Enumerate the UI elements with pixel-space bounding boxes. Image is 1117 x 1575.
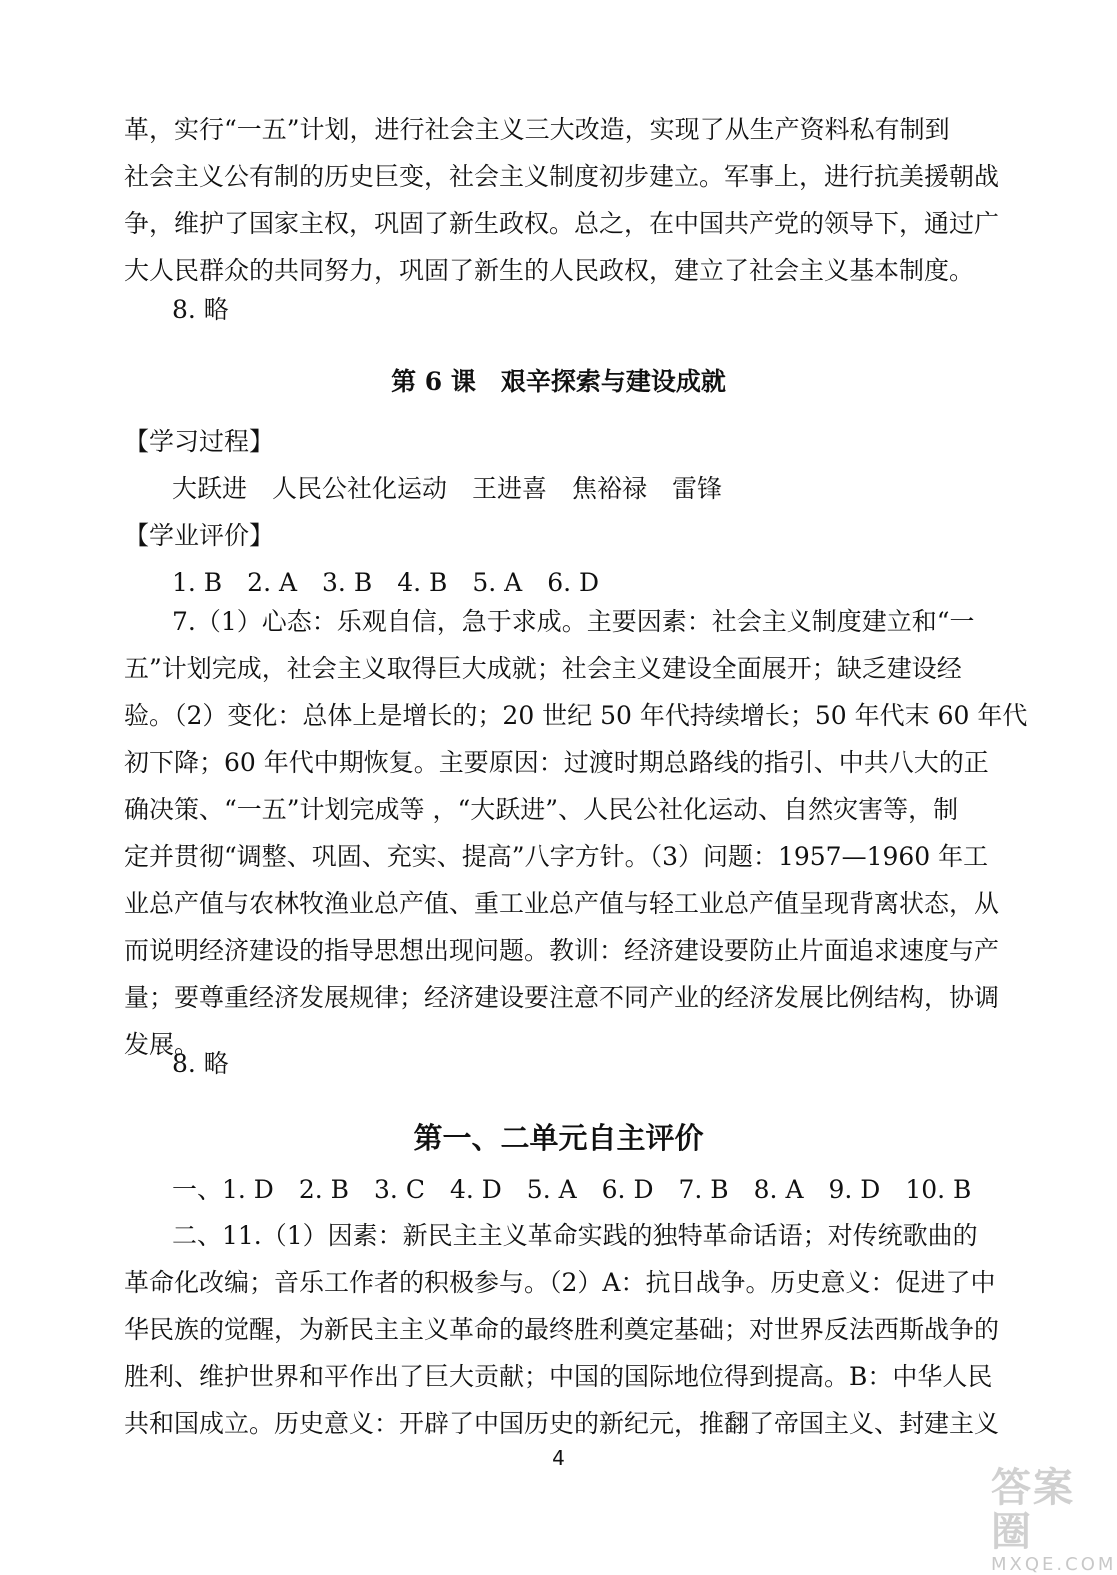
section-learning-label: 【学习过程】	[124, 427, 275, 456]
text-line: 华民族的觉醒，为新民主主义革命的最终胜利奠定基础；对世界反法西斯战争的	[124, 1315, 1000, 1344]
section-eval	[124, 512, 994, 606]
text-line: 争，维护了国家主权，巩固了新生政权。总之，在中国共产党的领导下，通过广	[124, 209, 1000, 238]
learning-keywords: 大跃进 人民公社化运动 王进喜 焦裕禄 雷锋	[172, 474, 723, 503]
text-line: 量；要尊重经济发展规律；经济建设要注意不同产业的经济发展比例结构，协调	[124, 983, 1000, 1012]
text-line: 共和国成立。历史意义：开辟了中国历史的新纪元，推翻了帝国主义、封建主义	[124, 1409, 1000, 1438]
question-7	[124, 598, 1028, 1068]
text-line: 验。（2）变化：总体上是增长的；20 世纪 50 年代持续增长；50 年代末 60 年代	[124, 701, 1028, 730]
watermark-mark: 答案圈	[991, 1465, 1075, 1555]
text-line: 五”计划完成，社会主义取得巨大成就；社会主义建设全面展开；缺乏建设经	[124, 654, 962, 683]
watermark-url: MXQE.COM	[991, 1554, 1117, 1575]
paragraph-top	[124, 106, 1000, 294]
unit-title: 第一、二单元自主评价	[413, 1121, 704, 1155]
text-line: 胜利、维护世界和平作出了巨大贡献；中国的国际地位得到提高。B：中华人民	[124, 1362, 993, 1391]
unit-answers-line: 一、1. D 2. B 3. C 4. D 5. A 6. D 7. B 8. A 9. D 10. B	[172, 1175, 972, 1204]
text-line: 定并贯彻“调整、巩固、充实、提高”八字方针。（3）问题：1957—1960 年工	[124, 842, 989, 871]
text-line: 而说明经济建设的指导思想出现问题。教训：经济建设要防止片面追求速度与产	[124, 936, 1000, 965]
text-line: 7.（1）心态：乐观自信，急于求成。主要因素：社会主义制度建立和“一	[172, 607, 975, 636]
watermark	[991, 1465, 1117, 1575]
page-number: 4	[552, 1446, 565, 1470]
answers-choice-line: 1. B 2. A 3. B 4. B 5. A 6. D	[172, 568, 600, 597]
section-learning	[124, 418, 994, 512]
text-line: 确决策、“一五”计划完成等 ，“大跃进”、人民公社化运动、自然灾害等，制	[124, 795, 959, 824]
question-7-text	[124, 598, 1028, 1068]
item-8-first-text: 8. 略	[172, 295, 229, 324]
text-line: 业总产值与农林牧渔业总产值、重工业总产值与轻工业总产值呈现背离状态，从	[124, 889, 1000, 918]
section-eval-label: 【学业评价】	[124, 521, 275, 550]
item-8-first	[124, 286, 994, 333]
text-line: 革，实行“一五”计划，进行社会主义三大改造，实现了从生产资料私有制到	[124, 115, 950, 144]
text-line: 社会主义公有制的历史巨变，社会主义制度初步建立。军事上，进行抗美援朝战	[124, 162, 1000, 191]
question-11	[124, 1212, 1000, 1447]
text-line: 革命化改编；音乐工作者的积极参与。（2）A：抗日战争。历史意义：促进了中	[124, 1268, 996, 1297]
text-line: 发展。	[124, 1030, 200, 1059]
item-8-second	[124, 1040, 994, 1087]
paragraph-top-text	[124, 106, 1000, 294]
text-line: 二、11.（1）因素：新民主主义革命实践的独特革命话语；对传统歌曲的	[172, 1221, 978, 1250]
lesson-title: 第 6 课 艰辛探索与建设成就	[391, 367, 726, 396]
text-line: 初下降；60 年代中期恢复。主要原因：过渡时期总路线的指引、中共八大的正	[124, 748, 989, 777]
question-11-text	[124, 1212, 1000, 1447]
text-line: 大人民群众的共同努力，巩固了新生的人民政权，建立了社会主义基本制度。	[124, 256, 975, 285]
unit-answers	[124, 1166, 994, 1213]
item-8-second-text: 8. 略	[172, 1049, 229, 1078]
